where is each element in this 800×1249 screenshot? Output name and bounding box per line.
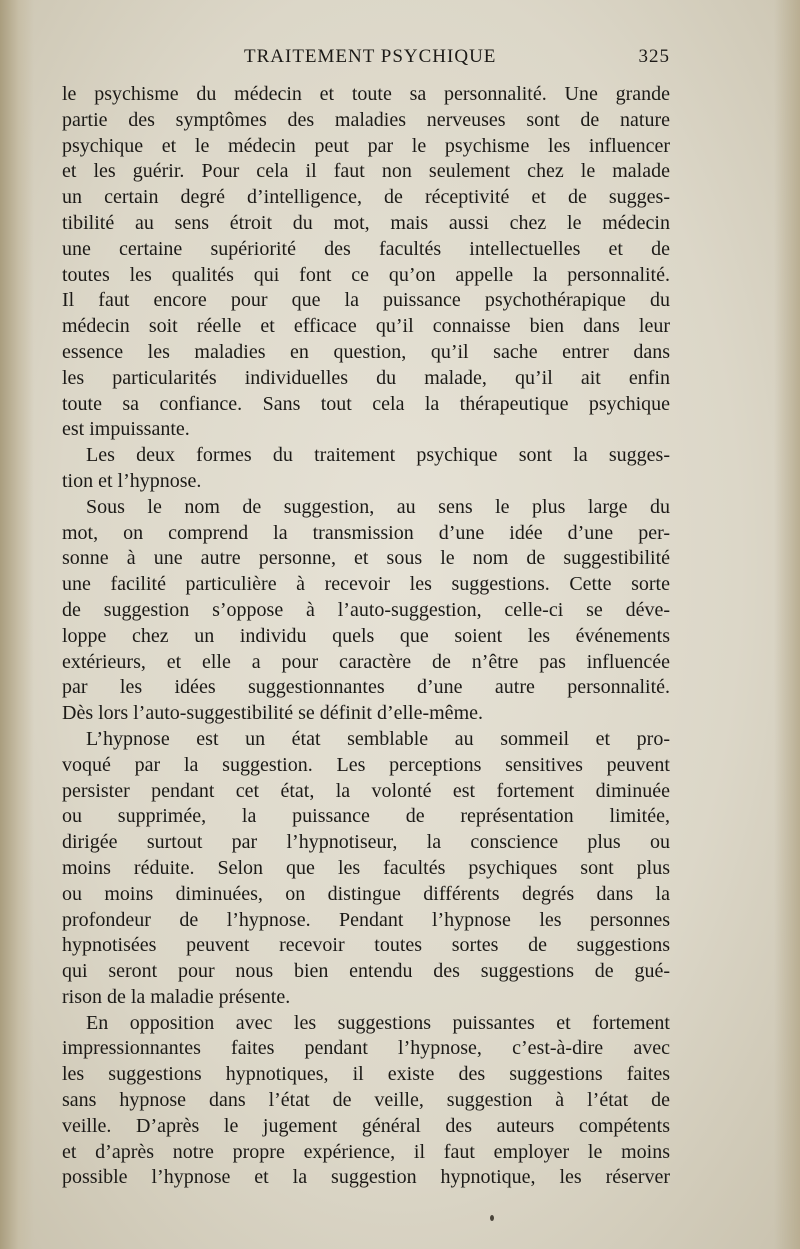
page-header	[64, 46, 670, 74]
text-line: par les idées suggestionnantes d’une autre personnalité.	[62, 676, 670, 699]
text-line: sans hypnose dans l’état de veille, suggestion à l’état de	[62, 1089, 670, 1112]
page-left-edge-shadow	[0, 0, 34, 1249]
text-line: profondeur de l’hypnose. Pendant l’hypnose les personnes	[62, 908, 670, 931]
text-line: dirigée surtout par l’hypnotiseur, la conscience plus ou	[62, 831, 670, 854]
text-line: impressionnantes faites pendant l’hypnose, c’est-à-dire avec	[62, 1037, 670, 1060]
text-line: persister pendant cet état, la volonté est fortement diminuée	[62, 779, 670, 802]
text-line: mot, on comprend la transmission d’une idée d’une per-	[62, 521, 670, 544]
ink-speck	[490, 1215, 494, 1221]
text-line: un certain degré d’intelligence, de réceptivité et de sugges-	[62, 186, 670, 209]
page-number: 325	[638, 46, 670, 67]
text-line: une facilité particulière à recevoir les suggestions. Cette sorte	[62, 573, 670, 596]
text-line: une certaine supériorité des facultés intellectuelles et de	[62, 237, 670, 260]
paragraph-start-line: Sous le nom de suggestion, au sens le plus large du	[86, 495, 670, 518]
running-title: TRAITEMENT PSYCHIQUE	[244, 46, 497, 67]
text-line: les suggestions hypnotiques, il existe des suggestions faites	[62, 1063, 670, 1086]
text-line: hypnotisées peuvent recevoir toutes sortes de suggestions	[62, 934, 670, 957]
text-line: moins réduite. Selon que les facultés psychiques sont plus	[62, 856, 670, 879]
text-line: ou moins diminuées, on distingue différents degrés dans la	[62, 882, 670, 905]
text-line: toute sa confiance. Sans tout cela la thérapeutique psychique	[62, 392, 670, 415]
text-line: les particularités individuelles du malade, qu’il ait enfin	[62, 366, 670, 389]
text-line: de suggestion s’oppose à l’auto-suggestion, celle-ci se déve-	[62, 598, 670, 621]
text-line: extérieurs, et elle a pour caractère de n’être pas influencée	[62, 650, 670, 673]
text-line: ou supprimée, la puissance de représentation limitée,	[62, 805, 670, 828]
text-line: sonne à une autre personne, et sous le nom de suggestibilité	[62, 547, 670, 570]
paragraph-start-line: L’hypnose est un état semblable au sommeil et pro-	[86, 727, 670, 750]
page-right-edge-shadow	[774, 0, 800, 1249]
text-line: veille. D’après le jugement général des auteurs compétents	[62, 1114, 670, 1137]
text-line: voqué par la suggestion. Les perceptions sensitives peuvent	[62, 753, 670, 776]
paragraph-start-line: En opposition avec les suggestions puissantes et fortement	[86, 1011, 670, 1034]
paragraph-end-line: tion et l’hypnose.	[62, 469, 202, 492]
paragraph-start-line: Les deux formes du traitement psychique sont la sugges-	[86, 444, 670, 467]
text-line: loppe chez un individu quels que soient les événements	[62, 624, 670, 647]
text-line: et d’après notre propre expérience, il faut employer le moins	[62, 1140, 670, 1163]
text-line: partie des symptômes des maladies nerveuses sont de nature	[62, 108, 670, 131]
text-line: tibilité au sens étroit du mot, mais aussi chez le médecin	[62, 211, 670, 234]
text-line: qui seront pour nous bien entendu des suggestions de gué-	[62, 960, 670, 983]
paragraph-end-line: rison de la maladie présente.	[62, 985, 291, 1008]
text-line: possible l’hypnose et la suggestion hypnotique, les réserver	[62, 1166, 670, 1189]
text-line: médecin soit réelle et efficace qu’il connaisse bien dans leur	[62, 315, 670, 338]
paragraph-end-line: Dès lors l’auto-suggestibilité se définit d’elle-même.	[62, 702, 483, 725]
text-line: psychique et le médecin peut par le psychisme les influencer	[62, 134, 670, 157]
text-line: et les guérir. Pour cela il faut non seulement chez le malade	[62, 160, 670, 183]
text-line: essence les maladies en question, qu’il sache entrer dans	[62, 340, 670, 363]
text-line: Il faut encore pour que la puissance psychothérapique du	[62, 289, 670, 312]
text-line: toutes les qualités qui font ce qu’on appelle la personnalité.	[62, 263, 670, 286]
body-text	[62, 82, 670, 1191]
paragraph-end-line: est impuissante.	[62, 418, 190, 441]
text-line: le psychisme du médecin et toute sa personnalité. Une grande	[62, 83, 670, 105]
